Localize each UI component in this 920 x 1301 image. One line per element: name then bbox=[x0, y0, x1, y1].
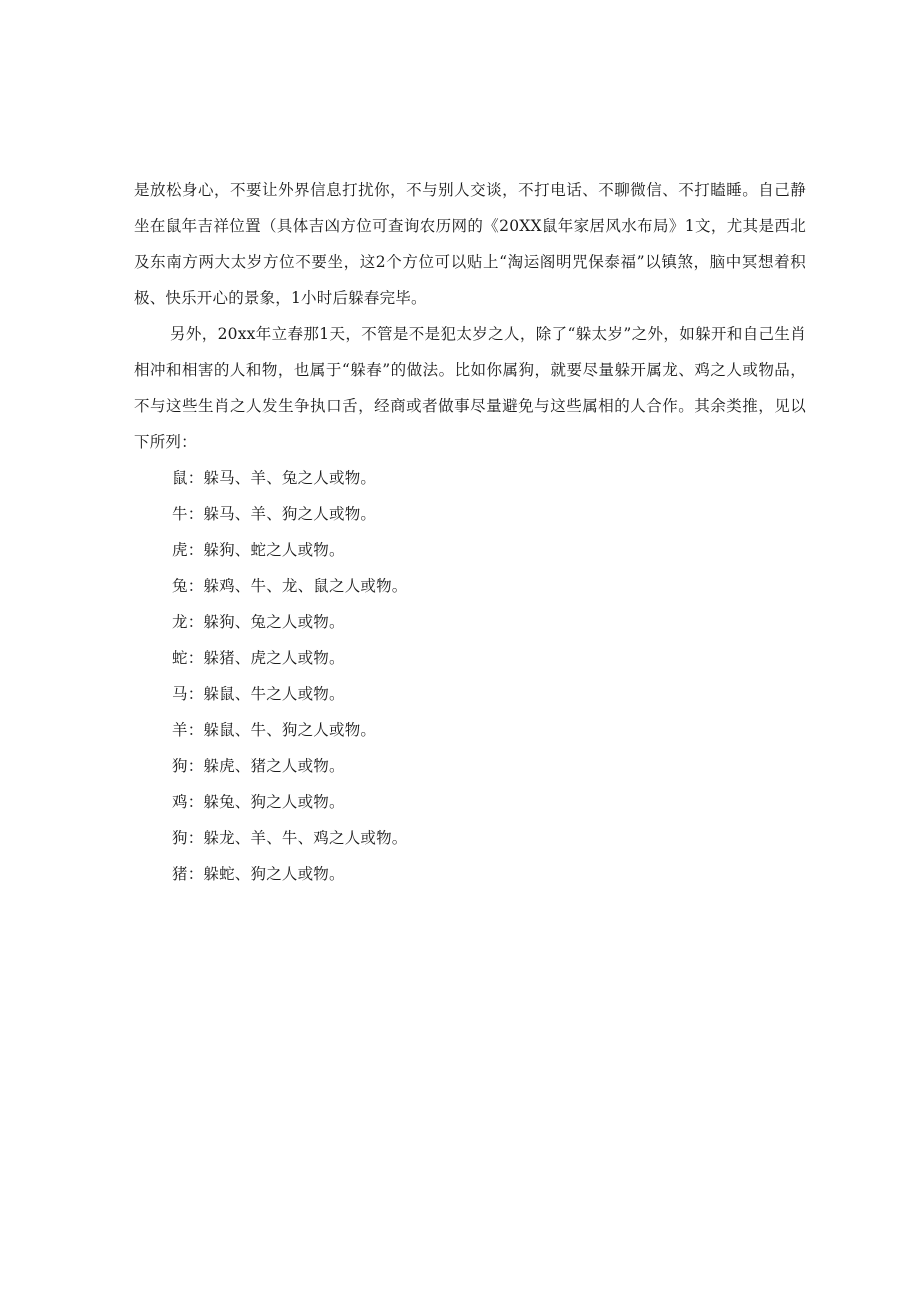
document-page bbox=[134, 172, 806, 892]
list-item-dog-2: 狗：躲龙、羊、牛、鸡之人或物。 bbox=[172, 829, 408, 847]
list-item-rooster: 鸡：躲兔、狗之人或物。 bbox=[172, 793, 345, 811]
list-item-ox: 牛：躲马、羊、狗之人或物。 bbox=[172, 505, 377, 523]
paragraph-avoid-spring: 另外，20xx年立春那1天，不管是不是犯太岁之人，除了“躲太岁”之外，如躲开和自己生肖相冲和相害的人和物，也属于“躲春”的做法。比如你属狗，就要尽量躲开属龙、鸡之人或物品，不与这些生肖之人发生争执口舌，经商或者做事尽量避免与这些属相的人合作。其余类推，见以下所列： bbox=[134, 325, 806, 451]
list-item-tiger: 虎：躲狗、蛇之人或物。 bbox=[172, 541, 345, 559]
list-item-rat: 鼠：躲马、羊、兔之人或物。 bbox=[172, 469, 377, 487]
paragraph-meditation: 是放松身心，不要让外界信息打扰你，不与别人交谈，不打电话、不聊微信、不打瞌睡。自己静坐在鼠年吉祥位置（具体吉凶方位可查询农历网的《20XX鼠年家居风水布局》1文，尤其是西北及东南方两大太岁方位不要坐，这2个方位可以贴上“淘运阁明咒保泰福”以镇煞，脑中冥想着积极、快乐开心的景象，1小时后躲春完毕。 bbox=[134, 181, 806, 307]
list-item-horse: 马：躲鼠、牛之人或物。 bbox=[172, 685, 345, 703]
zodiac-avoid-list bbox=[134, 460, 806, 892]
list-item-goat: 羊：躲鼠、牛、狗之人或物。 bbox=[172, 721, 377, 739]
list-item-dragon: 龙：躲狗、兔之人或物。 bbox=[172, 613, 345, 631]
list-item-rabbit: 兔：躲鸡、牛、龙、鼠之人或物。 bbox=[172, 577, 408, 595]
list-item-dog: 狗：躲虎、猪之人或物。 bbox=[172, 757, 345, 775]
list-item-snake: 蛇：躲猪、虎之人或物。 bbox=[172, 649, 345, 667]
list-item-pig: 猪：躲蛇、狗之人或物。 bbox=[172, 865, 345, 883]
